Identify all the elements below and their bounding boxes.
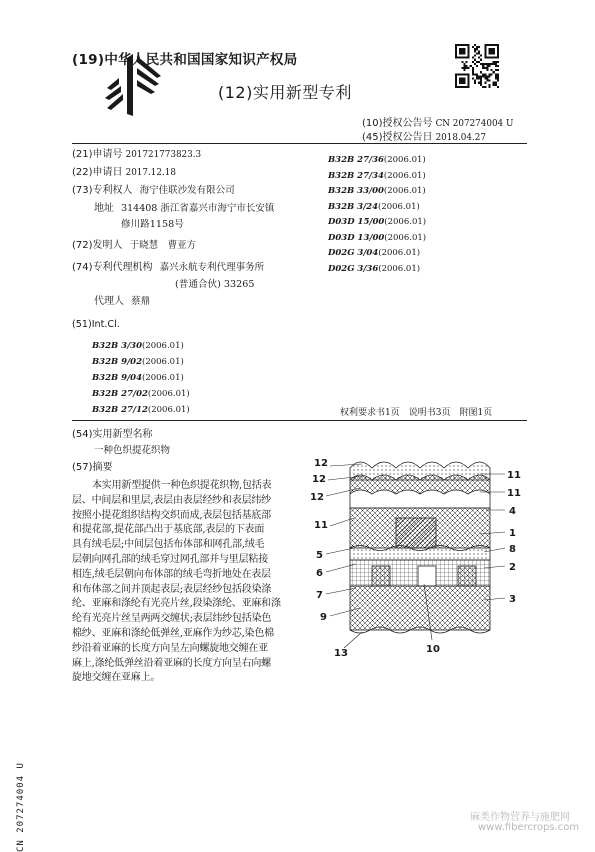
intcl-code: B32B 27/12 (92, 405, 148, 415)
patentee-label: (73)专利权人 (72, 185, 133, 196)
address-row (94, 200, 274, 217)
address-line-1: 314408 浙江省嘉兴市海宁市长安镇 (121, 203, 275, 214)
qr-code-icon (455, 44, 499, 88)
agent-row (94, 293, 150, 310)
intcl-code: D02G 3/36 (328, 263, 379, 274)
document-type: (12)实用新型专利 (218, 83, 352, 102)
figure-label: 9 (320, 612, 327, 623)
publication-number: CN 207274004 U (435, 119, 514, 129)
figure-label: 4 (509, 506, 516, 517)
watermark-line-2: www.fibercrops.com (478, 822, 580, 833)
fabric-drawing (350, 462, 490, 633)
intcl-version: (2006.01) (142, 373, 184, 383)
abstract-line: 旋地交缠在亚麻上。 (72, 672, 161, 684)
address-line-2: 修川路1158号 (121, 219, 184, 230)
figure-label: 5 (316, 550, 323, 561)
figure-label: 12 (310, 492, 324, 503)
figure-label: 1 (509, 528, 516, 539)
abstract-line: 纶有光亮片丝呈两两交缠状;表层纬纱包括染色 (72, 613, 272, 625)
inventor-row (72, 237, 196, 254)
agency-line-1: 嘉兴永航专利代理事务所 (159, 262, 265, 273)
intcl-code: B32B 3/30 (92, 341, 143, 351)
intcl-code: B32B 9/04 (92, 373, 143, 383)
abstract-line: 具有绒毛层;中间层包括布体部和网孔部,绒毛 (72, 539, 265, 551)
intcl-version: (2006.01) (378, 248, 421, 258)
application-number: 201721773823.3 (125, 150, 202, 160)
intcl-code: B32B 27/34 (328, 170, 384, 181)
title-label: (54)实用新型名称 (72, 429, 153, 440)
abstract-line: 按照小提花组织结构交织而成,表层包括基底部 (72, 509, 271, 521)
figure-label: 2 (509, 562, 516, 573)
intcl-version: (2006.01) (384, 232, 427, 243)
address-label: 地址 (94, 203, 114, 214)
abstract-line: 层、中间层和里层,表层由表层经纱和表层纬纱 (72, 494, 271, 506)
watermark-line-1: 麻类作物营养与施肥网 (470, 812, 570, 823)
abstract-line: 纱沿着亚麻的长度方向呈左向螺旋地交缠在亚 (72, 642, 268, 654)
agency-line-2: (普通合伙) 33265 (175, 279, 255, 290)
abstract-line: 麻上,涤纶低弹丝沿着亚麻的长度方向呈右向螺 (72, 657, 271, 669)
figure-label: 3 (509, 594, 516, 605)
intcl-version: (2006.01) (142, 341, 184, 351)
intcl-version: (2006.01) (142, 357, 184, 367)
application-date-row (72, 164, 176, 182)
intcl-version: (2006.01) (383, 155, 426, 165)
figure-label: 11 (507, 488, 521, 499)
side-publication-id: CN 207274004 U (16, 762, 26, 852)
intcl-version: (2006.01) (383, 170, 426, 181)
patentee-row (72, 182, 235, 199)
application-date-label: (22)申请日 (72, 167, 123, 178)
figure-label: 10 (426, 644, 440, 655)
application-number-row (72, 146, 201, 164)
intcl-version: (2006.01) (147, 405, 190, 415)
intcl-code: D02G 3/04 (328, 248, 379, 258)
application-number-label: (21)申请号 (72, 149, 123, 160)
figure-label: 13 (334, 648, 348, 659)
figure-label: 12 (312, 474, 326, 485)
intcl-version: (2006.01) (378, 201, 420, 212)
intcl-code: B32B 3/24 (328, 201, 379, 212)
abstract-line: 棉纱、亚麻和涤纶低弹丝,亚麻作为纱芯,染色棉 (72, 628, 274, 639)
figure-label: 7 (316, 590, 323, 601)
agent: 蔡鼎 (131, 296, 151, 307)
patentee: 海宁佳联沙发有限公司 (139, 185, 235, 196)
intcl-version: (2006.01) (147, 389, 190, 399)
intcl-version: (2006.01) (383, 186, 426, 196)
header-divider (72, 143, 527, 144)
utility-model-title: 一种色织提花织物 (94, 445, 171, 456)
agency-label: (74)专利代理机构 (72, 262, 153, 273)
publication-date-row (362, 128, 486, 143)
abstract-line: 本实用新型提供一种色织提花织物,包括表 (92, 480, 272, 491)
fabric-cross-section-figure (300, 448, 530, 660)
page-counts: 权利要求书1页 说明书3页 附图1页 (340, 408, 493, 418)
intcl-code: D03D 13/00 (328, 232, 385, 243)
intcl-code: B32B 27/02 (92, 389, 148, 399)
inventor-label: (72)发明人 (72, 240, 123, 251)
figure-label: 12 (314, 458, 328, 469)
publication-date-label: (45)授权公告日 (362, 132, 433, 143)
abstract-line: 纶、亚麻和涤纶有光亮片丝,段染涤纶、亚麻和涤 (72, 598, 281, 610)
intcl-label: (51)Int.Cl. (72, 319, 120, 330)
publication-number-row (362, 114, 513, 129)
intcl-code: B32B 9/02 (92, 357, 143, 367)
intcl-entry (92, 397, 190, 416)
abstract-line: 层朝向网孔部的绒毛穿过网孔部并与里层粘接 (72, 554, 268, 565)
intcl-version: (2006.01) (384, 217, 427, 227)
intcl-code: D03D 15/00 (328, 217, 385, 227)
figure-label: 11 (314, 520, 328, 531)
publication-date: 2018.04.27 (435, 133, 486, 143)
office-name: (19)中华人民共和国国家知识产权局 (72, 52, 298, 68)
publication-number-label: (10)授权公告号 (362, 118, 433, 129)
abstract-label: (57)摘要 (72, 462, 113, 473)
biblio-divider (72, 420, 527, 421)
intcl-entry (328, 256, 420, 275)
figure-label: 8 (509, 544, 516, 555)
figure-label: 11 (507, 470, 521, 481)
figure-label: 6 (316, 568, 323, 579)
agent-label: 代理人 (94, 296, 124, 307)
application-date: 2017.12.18 (125, 168, 176, 178)
intcl-version: (2006.01) (378, 263, 421, 274)
abstract-line: 相连,绒毛层朝向布体部的绒毛弯折地处在表层 (72, 568, 271, 580)
intcl-code: B32B 27/36 (328, 155, 384, 165)
abstract-line: 和提花部,提花部凸出于基底部,表层的下表面 (72, 524, 265, 536)
agency-row (72, 259, 264, 276)
inventors: 于晓慧 曹亚方 (129, 240, 197, 251)
intcl-code: B32B 33/00 (328, 186, 384, 196)
abstract-line: 和布体部之间并顶起表层;表层经纱包括段染涤 (72, 583, 272, 595)
